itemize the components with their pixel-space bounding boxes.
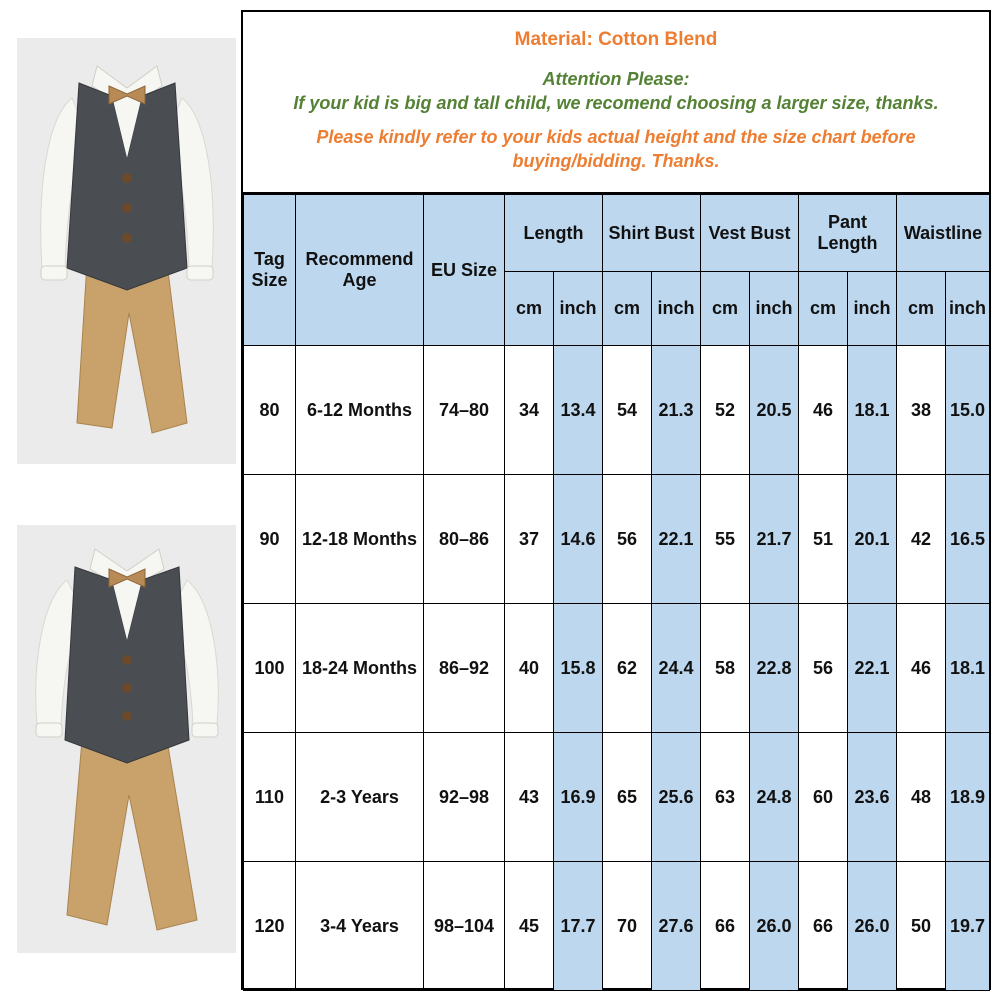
- outfit-illustration-icon: [17, 38, 236, 464]
- unit-cm: cm: [701, 272, 750, 346]
- cell-length-inch: 13.4: [554, 346, 603, 475]
- attention-block: [243, 67, 989, 115]
- table-row: [244, 733, 990, 862]
- outfit-illustration-icon: [17, 525, 236, 953]
- cell-pant-inch: 23.6: [848, 733, 897, 862]
- unit-cm: cm: [603, 272, 652, 346]
- cell-eu: 80–86: [424, 475, 505, 604]
- cell-shirt-cm: 62: [603, 604, 652, 733]
- refer-line-1: Please kindly refer to your kids actual height and the size chart before: [316, 127, 916, 147]
- product-photo-bottom: [17, 525, 236, 953]
- cell-waist-inch: 19.7: [946, 862, 990, 991]
- cell-vest-inch: 24.8: [750, 733, 799, 862]
- cell-eu: 98–104: [424, 862, 505, 991]
- cell-waist-cm: 48: [897, 733, 946, 862]
- cell-length-cm: 40: [505, 604, 554, 733]
- cell-pant-cm: 51: [799, 475, 848, 604]
- attention-title: Attention Please:: [542, 69, 690, 89]
- header-length: Length: [505, 195, 603, 272]
- cell-vest-inch: 21.7: [750, 475, 799, 604]
- header-pant-length: Pant Length: [799, 195, 897, 272]
- cell-waist-inch: 18.9: [946, 733, 990, 862]
- table-row: [244, 475, 990, 604]
- unit-inch: inch: [946, 272, 990, 346]
- notes-section: [243, 12, 989, 194]
- unit-cm: cm: [897, 272, 946, 346]
- size-table: [243, 194, 990, 991]
- header-row: [244, 195, 990, 272]
- header-recommend-age: Recommend Age: [296, 195, 424, 346]
- cell-eu: 74–80: [424, 346, 505, 475]
- cell-vest-cm: 55: [701, 475, 750, 604]
- cell-vest-inch: 22.8: [750, 604, 799, 733]
- cell-waist-cm: 50: [897, 862, 946, 991]
- cell-pant-inch: 22.1: [848, 604, 897, 733]
- header-tag-size: Tag Size: [244, 195, 296, 346]
- cell-pant-cm: 56: [799, 604, 848, 733]
- unit-cm: cm: [505, 272, 554, 346]
- header-waistline: Waistline: [897, 195, 990, 272]
- unit-cm: cm: [799, 272, 848, 346]
- cell-tag: 120: [244, 862, 296, 991]
- cell-vest-inch: 26.0: [750, 862, 799, 991]
- cell-length-inch: 17.7: [554, 862, 603, 991]
- unit-inch: inch: [750, 272, 799, 346]
- cell-eu: 92–98: [424, 733, 505, 862]
- refer-note: [243, 125, 989, 173]
- cell-vest-inch: 20.5: [750, 346, 799, 475]
- cell-pant-inch: 20.1: [848, 475, 897, 604]
- cell-age: 2-3 Years: [296, 733, 424, 862]
- cell-age: 18-24 Months: [296, 604, 424, 733]
- cell-pant-inch: 18.1: [848, 346, 897, 475]
- cell-length-inch: 16.9: [554, 733, 603, 862]
- cell-shirt-inch: 25.6: [652, 733, 701, 862]
- header-shirt-bust: Shirt Bust: [603, 195, 701, 272]
- table-row: [244, 604, 990, 733]
- cell-pant-inch: 26.0: [848, 862, 897, 991]
- cell-eu: 86–92: [424, 604, 505, 733]
- cell-waist-cm: 46: [897, 604, 946, 733]
- table-row: [244, 862, 990, 991]
- cell-waist-inch: 15.0: [946, 346, 990, 475]
- cell-waist-cm: 42: [897, 475, 946, 604]
- header-eu-size: EU Size: [424, 195, 505, 346]
- cell-length-inch: 14.6: [554, 475, 603, 604]
- cell-tag: 80: [244, 346, 296, 475]
- cell-shirt-inch: 21.3: [652, 346, 701, 475]
- cell-length-cm: 34: [505, 346, 554, 475]
- cell-shirt-inch: 22.1: [652, 475, 701, 604]
- cell-waist-cm: 38: [897, 346, 946, 475]
- cell-pant-cm: 66: [799, 862, 848, 991]
- header-vest-bust: Vest Bust: [701, 195, 799, 272]
- cell-age: 12-18 Months: [296, 475, 424, 604]
- attention-text: If your kid is big and tall child, we recomend choosing a larger size, thanks.: [293, 93, 939, 113]
- cell-shirt-cm: 54: [603, 346, 652, 475]
- cell-vest-cm: 66: [701, 862, 750, 991]
- cell-age: 6-12 Months: [296, 346, 424, 475]
- cell-shirt-inch: 24.4: [652, 604, 701, 733]
- refer-line-2: buying/bidding. Thanks.: [512, 151, 720, 171]
- cell-length-cm: 43: [505, 733, 554, 862]
- size-chart: [241, 10, 991, 990]
- cell-waist-inch: 16.5: [946, 475, 990, 604]
- product-photo-top: [17, 38, 236, 464]
- cell-length-cm: 37: [505, 475, 554, 604]
- cell-shirt-cm: 56: [603, 475, 652, 604]
- cell-length-cm: 45: [505, 862, 554, 991]
- cell-shirt-inch: 27.6: [652, 862, 701, 991]
- unit-inch: inch: [554, 272, 603, 346]
- cell-vest-cm: 58: [701, 604, 750, 733]
- material-text: Material: Cotton Blend: [514, 29, 718, 50]
- unit-inch: inch: [848, 272, 897, 346]
- cell-vest-cm: 63: [701, 733, 750, 862]
- table-row: [244, 346, 990, 475]
- cell-tag: 90: [244, 475, 296, 604]
- cell-tag: 100: [244, 604, 296, 733]
- cell-shirt-cm: 70: [603, 862, 652, 991]
- cell-pant-cm: 46: [799, 346, 848, 475]
- cell-length-inch: 15.8: [554, 604, 603, 733]
- cell-vest-cm: 52: [701, 346, 750, 475]
- cell-waist-inch: 18.1: [946, 604, 990, 733]
- cell-pant-cm: 60: [799, 733, 848, 862]
- cell-tag: 110: [244, 733, 296, 862]
- unit-inch: inch: [652, 272, 701, 346]
- cell-shirt-cm: 65: [603, 733, 652, 862]
- cell-age: 3-4 Years: [296, 862, 424, 991]
